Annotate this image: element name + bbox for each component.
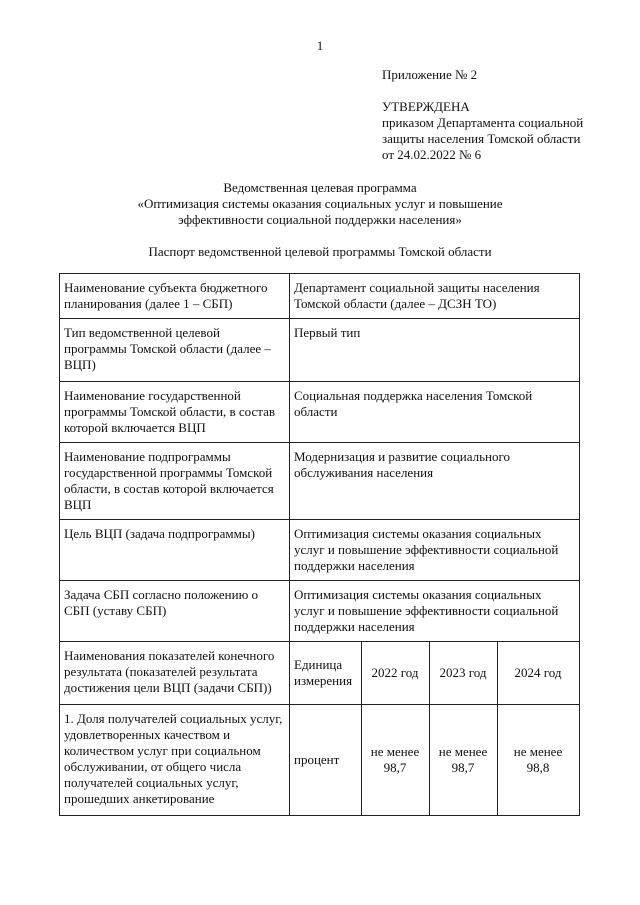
row-label: Наименование субъекта бюджетного планирования (далее 1 – СБП) — [60, 274, 290, 319]
appendix-label: Приложение № 2 — [382, 67, 478, 82]
table-row — [60, 274, 580, 319]
year-header: 2023 год — [430, 642, 498, 705]
indicator-value: не менее 98,7 — [430, 705, 498, 816]
indicator-row — [60, 705, 580, 816]
row-label: Тип ведомственной целевой программы Томской области (далее – ВЦП) — [60, 319, 290, 382]
year-header: 2024 год — [498, 642, 580, 705]
indicator-name: 1. Доля получателей социальных услуг, удовлетворенных качеством и количеством услуг при социальном обслуживании, от общего числа получателей социальных услуг, прошедших анкетирование — [60, 705, 290, 816]
passport-title: Паспорт ведомственной целевой программы Томской области — [148, 244, 492, 259]
title-line: Ведомственная целевая программа — [223, 180, 417, 195]
approval-line: защиты населения Томской области — [382, 131, 581, 146]
row-value: Модернизация и развитие социального обслуживания населения — [290, 443, 580, 520]
indicator-unit: процент — [290, 705, 362, 816]
indicator-value: не менее 98,8 — [498, 705, 580, 816]
page-number: 1 — [316, 38, 324, 53]
table-row — [60, 382, 580, 443]
row-value: Оптимизация системы оказания социальных услуг и повышение эффективности социальной поддержки населения — [290, 581, 580, 642]
unit-header: Единица измерения — [290, 642, 362, 705]
title-line: «Оптимизация системы оказания социальных услуг и повышение — [137, 196, 503, 211]
row-value: Социальная поддержка населения Томской области — [290, 382, 580, 443]
indicators-header-label: Наименования показателей конечного результата (показателей результата достижения цели ВЦП (задачи СБП)) — [60, 642, 290, 705]
passport-table — [59, 273, 580, 816]
row-label: Наименование государственной программы Томской области, в состав которой включается ВЦП — [60, 382, 290, 443]
row-label: Цель ВЦП (задача подпрограммы) — [60, 520, 290, 581]
table-row — [60, 520, 580, 581]
row-label: Задача СБП согласно положению о СБП (уставу СБП) — [60, 581, 290, 642]
row-value: Департамент социальной защиты населения Томской области (далее – ДСЗН ТО) — [290, 274, 580, 319]
program-title — [0, 180, 640, 228]
table-row — [60, 443, 580, 520]
row-value: Оптимизация системы оказания социальных услуг и повышение эффективности социальной поддержки населения — [290, 520, 580, 581]
year-header: 2022 год — [362, 642, 430, 705]
row-value: Первый тип — [290, 319, 580, 382]
row-label: Наименование подпрограммы государственной программы Томской области, в состав которой включается ВЦП — [60, 443, 290, 520]
approval-block — [382, 99, 583, 163]
title-line: эффективности социальной поддержки населения» — [178, 212, 462, 227]
table-row — [60, 319, 580, 382]
table-row — [60, 581, 580, 642]
approval-date: от 24.02.2022 № 6 — [382, 147, 482, 162]
indicator-value: не менее 98,7 — [362, 705, 430, 816]
approval-line: приказом Департамента социальной — [382, 115, 584, 130]
indicators-header-row — [60, 642, 580, 705]
approval-heading: УТВЕРЖДЕНА — [382, 99, 470, 114]
